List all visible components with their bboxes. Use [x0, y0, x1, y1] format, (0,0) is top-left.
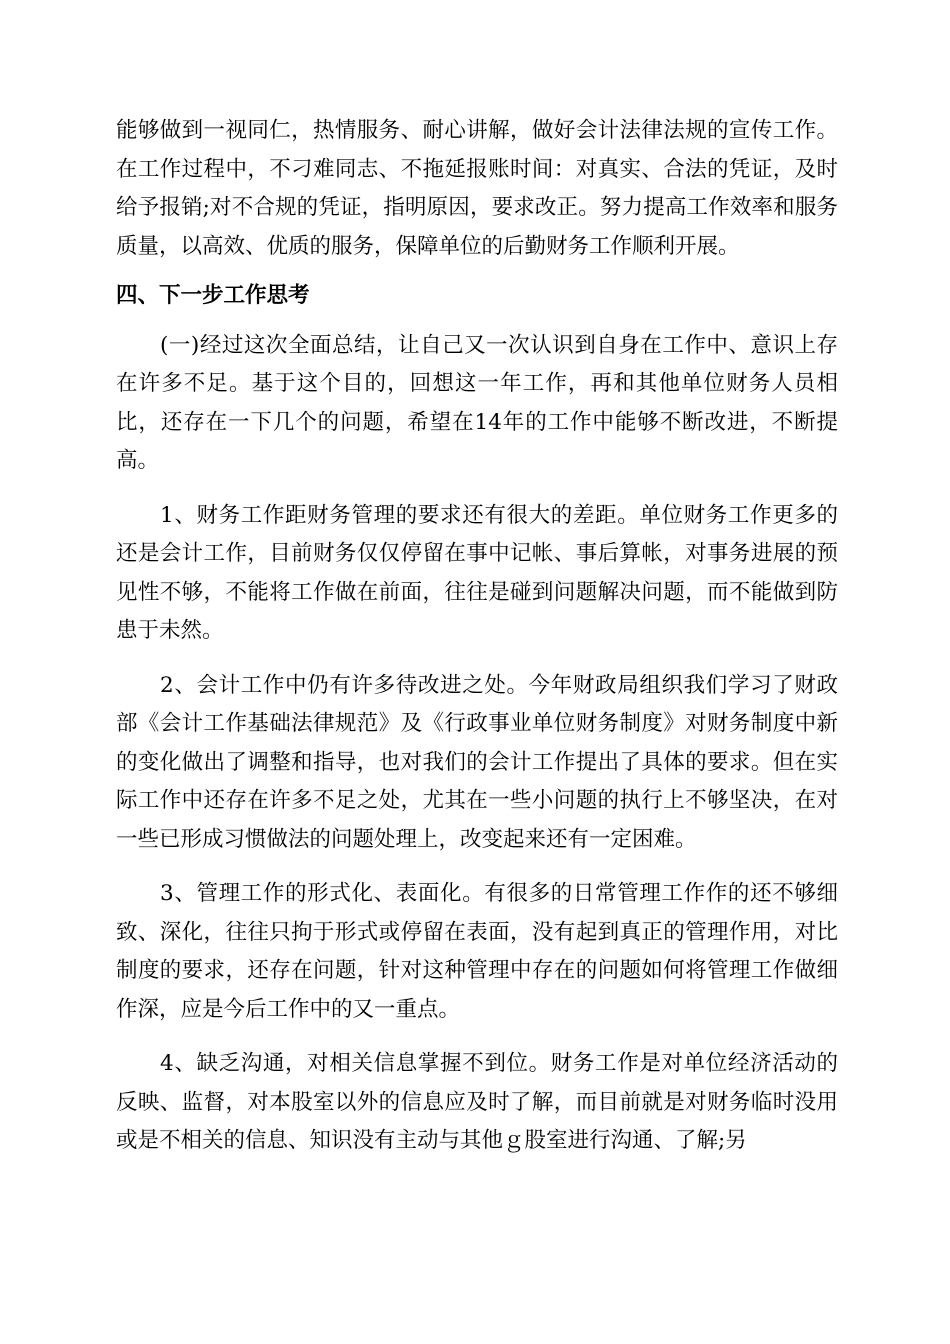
intro-paragraph: 能够做到一视同仁，热情服务、耐心讲解，做好会计法律法规的宣传工作。在工作过程中，不刁难同志、不拖延报账时间：对真实、合法的凭证，及时给予报销;对不合规的凭证，指明原因，要求改正。努力提高工作效率和服务质量，以高效、优质的服务，保障单位的后勤财务工作顺利开展。 [116, 118, 838, 259]
paragraph-item-2: 2、会计工作中仍有许多待改进之处。今年财政局组织我们学习了财政部《会计工作基础法律规范》及《行政事业单位财务制度》对财务制度中新的变化做出了调整和指导，也对我们的会计工作提出了具体的要求。但在实际工作中还存在许多不足之处，尤其在一些小问题的执行上不够坚决，在对一些已形成习惯做法的问题处理上，改变起来还有一定困难。 [116, 672, 838, 852]
section-heading: 四、下一步工作思考 [116, 283, 310, 308]
paragraph-item-1: 1、财务工作距财务管理的要求还有很大的差距。单位财务工作更多的还是会计工作，目前财务仅仅停留在事中记帐、事后算帐，对事务进展的预见性不够，不能将工作做在前面，往往是碰到问题解决问题，而不能做到防患于未然。 [116, 502, 838, 643]
spacer [116, 859, 838, 875]
spacer [116, 266, 838, 277]
document-page [116, 112, 838, 1161]
paragraph-item-4: 4、缺乏沟通，对相关信息掌握不到位。财务工作是对单位经济活动的反映、监督，对本股室以外的信息应及时了解，而目前就是对财务临时没用或是不相关的信息、知识没有主动与其他ｇ股室进行沟通、了解;另 [116, 1051, 838, 1153]
spacer [116, 316, 838, 327]
spacer [116, 481, 838, 497]
spacer [116, 1029, 838, 1045]
spacer [116, 651, 838, 667]
paragraph-item-3: 3、管理工作的形式化、表面化。有很多的日常管理工作作的还不够细致、深化，往往只拘于形式或停留在表面，没有起到真正的管理作用，对比制度的要求，还存在问题，针对这种管理中存在的问题如何将管理工作做细作深，应是今后工作中的又一重点。 [116, 881, 838, 1022]
paragraph-overview: (一)经过这次全面总结，让自己又一次认识到自身在工作中、意识上存在许多不足。基于这个目的，回想这一年工作，再和其他单位财务人员相比，还存在一下几个的问题，希望在14年的工作中能够不断改进，不断提高。 [116, 332, 838, 473]
